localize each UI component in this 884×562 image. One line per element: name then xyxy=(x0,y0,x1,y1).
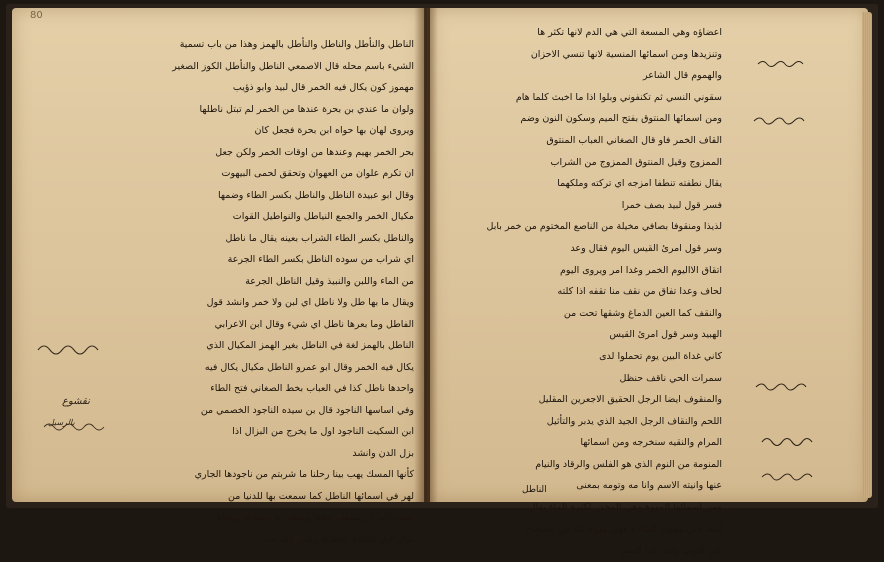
margin-annotation-scribble xyxy=(760,434,820,450)
text-line: بزل الدن وانشد xyxy=(352,447,414,459)
text-line: والناطل بكسر الطاء الشراب بعينه يقال ما ناطل xyxy=(225,232,414,244)
text-line: القاف الخمر فاو قال الصغاني العباب المنتوق xyxy=(546,134,722,146)
margin-gloss: نقشوع xyxy=(62,396,90,407)
text-line: واحدها ناطل كذا في العباب بخط الصغاني فتح الطاء xyxy=(210,383,414,394)
text-line: يكال فيه الخمر وقال ابو عمرو الناطل مكيال يكال فيه xyxy=(204,361,414,373)
text-line: الناطل والنأطل والناطل والنأطل بالهمز وهذا من باب تسمية xyxy=(179,39,414,50)
text-line: باب الثوب وفيه باب الميم xyxy=(621,545,722,557)
page-edges xyxy=(862,12,872,498)
margin-annotation-scribble xyxy=(754,380,810,394)
catchword: الناطل xyxy=(522,485,547,495)
text-line: اي شراب من سوده الناطل بكسر الطاء الجرعة xyxy=(227,254,414,265)
text-line: اتقاق الااليوم الخمر وغدا امر ويروى اليوم xyxy=(560,264,722,276)
book-gutter xyxy=(414,8,438,502)
text-line: لحاف وعدا تفاق من نقف منا تقفه اذا كلته xyxy=(557,286,722,298)
text-line: المرام والنقيه سنخرجه ومن اسمائها xyxy=(580,437,722,449)
text-line: كأنها المسك يهب بينا رحلنا ما شربتم من ناجودها الجاري xyxy=(194,469,414,480)
text-line: ومن اسمائها المنتوق بفتح الميم وسكون النون وضم xyxy=(520,113,722,125)
text-line: الممزوج وقيل المنتوق الممزوج من الشراب xyxy=(550,156,722,168)
text-line: سال قال النابغة الجعدي رضي الله عنه xyxy=(263,533,414,545)
text-line: وقال ابو عبيدة الناطل والناطل بكسر الطاء وضمها xyxy=(217,189,414,201)
folio-number: 80 xyxy=(30,10,43,21)
text-line: وتنزيدها ومن اسمائها المنسية لانها تنسي الاحزان xyxy=(530,48,722,60)
text-line: يقال نطفته تنطفا امزجه اي تركته وملكهما xyxy=(557,178,722,190)
text-line: من الماء واللبن والنبيذ وقيل الناطل الجرعة xyxy=(245,275,414,287)
text-line: مهموز كون يكال فيه الخمر قال لبيد وابو ذؤيب xyxy=(232,82,414,93)
text-line: اباها حتى مهوت الماء ة فهي مهوة كذا في الصحاح xyxy=(525,523,722,535)
text-line: عنها وانيته الاسم وانا مه وتومه بمعنى xyxy=(576,480,722,492)
text-line: لذيذا ومنقوفا بصافي مخيلة من الناصع المختوم من خمر بابل xyxy=(486,221,722,233)
margin-annotation-scribble xyxy=(42,420,112,434)
margin-annotation-scribble xyxy=(760,470,820,484)
margin-annotation-scribble xyxy=(36,340,106,360)
text-line: اللحم والنقاف الرجل الجيد الذي يدبر والتأثيل xyxy=(546,415,722,427)
text-line: فسر قول لبيد بصف خمرا xyxy=(621,199,722,211)
text-line: سمرات الحي ناقف حنظل xyxy=(619,372,722,384)
text-line: ولوان ما عندي بن بحرة عندها من الخمر لم تبتل ناطلها xyxy=(199,103,414,115)
margin-gloss: بالرسيل xyxy=(48,418,75,427)
text-line: المنومة من النوم الذي هو الفلس والرقاد والنيام xyxy=(535,458,722,470)
text-line: وسر قول امرئ القيس اليوم فقال وعد xyxy=(570,242,722,254)
text-line: نطف الما ان يتنطف نطفا وينطف تا وتنطافا ونطانا xyxy=(216,512,414,523)
text-line: سقوني النسي ثم تكنفوني وبلوا اذا ما اخبث كلما هام xyxy=(515,91,722,103)
text-line: والنقف كما العين الدماغ وشقها تحت من xyxy=(563,307,722,319)
text-line: الناطل بالهمز لغة في الناطل بغير الهمز المكيال الذي xyxy=(206,340,414,351)
left-page-text xyxy=(118,34,414,550)
margin-annotation-scribble xyxy=(752,114,812,128)
margin-annotation-scribble xyxy=(756,58,806,70)
text-line: لهر في اسمائها الناطل كما سمعت بها للدنيا من xyxy=(227,490,414,502)
text-line: بحر الخمر بهيم وعندها من اوقات الخمر ولكن جعل xyxy=(215,146,414,158)
text-line: والهموم قال الشاعر xyxy=(643,70,722,82)
right-page-text xyxy=(444,22,722,562)
text-line: ويروى لهان بها حواه ابن بحرة فجعل كان xyxy=(254,125,414,136)
text-line: والمنقوف ايضا الرجل الحقيق الاجعرين المقليل xyxy=(538,394,722,406)
text-line: ابن السكيت الناجود اول ما يخرج من البزال اذا xyxy=(232,426,414,437)
text-line: ويقال ما بها طل ولا ناطل اي لبن ولا خمر وانشد قول xyxy=(206,297,414,308)
text-line: الشيء باسم محله قال الاصمعي الناطل والنأطل الكوز الصغير xyxy=(172,60,414,72)
text-line: الفاطل وما بعرها ناطل اي شيء وقال ابن الاعرابي xyxy=(214,318,414,330)
text-line: وفي اساسها الناجود قال بن سيده الناجود الخصمي من xyxy=(200,404,414,416)
text-line: اعضاؤه وهي المسعة التي هي الدم لانها تكثر ها xyxy=(537,27,722,38)
text-line: مكيال الخمر والجمع النياطل والنواطيل القوات xyxy=(232,211,414,222)
text-line: ان تكرم علوان من العهوان وتحقق لحمى البيهوت xyxy=(221,168,414,179)
text-line: كاني غداة البين يوم تحملوا لدى xyxy=(599,350,722,362)
text-line: ومن اسمائها المهوة وهي المخدر لكثرة الماء يقال xyxy=(528,502,722,514)
text-line: الهبيد وسر قول امرئ القيس xyxy=(609,329,722,341)
